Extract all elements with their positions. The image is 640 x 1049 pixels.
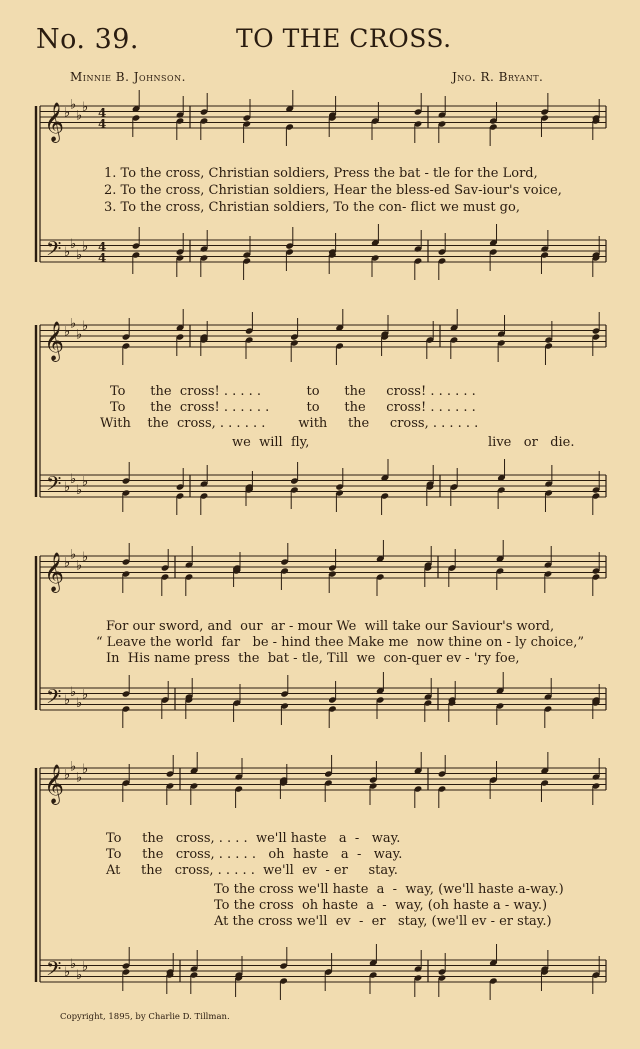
verse-1-line-2: To the cross! . . . . . to the cross! . . . . . .	[110, 384, 476, 399]
refrain-2: To the cross oh haste a - way, (oh haste a - way.)	[214, 898, 548, 913]
refrain-1: To the cross we'll haste a - way, (we'll haste a-way.)	[214, 882, 564, 897]
author-credit: Minnie B. Johnson.	[70, 70, 186, 84]
flat-sign: ♭	[76, 770, 83, 786]
flat-sign: ♭	[76, 327, 83, 343]
flat-sign: ♭	[64, 767, 71, 783]
flat-sign: ♭	[64, 480, 71, 495]
flat-sign: ♭	[76, 482, 83, 498]
bass-clef: 𝄢	[46, 685, 62, 713]
verse-1-line-3: For our sword, and our ar - mour We will take our Saviour's word,	[106, 619, 555, 634]
treble-clef: 𝄞	[44, 321, 65, 361]
flat-sign: ♭	[82, 959, 89, 975]
treble-clef: 𝄞	[44, 552, 65, 592]
verse-3-line-2: With the cross, . . . . . . with the cross, . . . . . .	[100, 416, 479, 431]
verse-2-line-4: To the cross, . . . . . oh haste a - way.	[106, 847, 403, 862]
flat-sign: ♭	[70, 956, 77, 972]
flat-sign: ♭	[64, 693, 71, 708]
time-signature-top: 4	[98, 240, 107, 254]
refrain-3: At the cross we'll ev - er stay, (we'll ev - er stay.)	[214, 914, 552, 929]
flat-sign: ♭	[82, 687, 89, 703]
flat-sign: ♭	[76, 247, 83, 263]
verse-2-line-1: 2. To the cross, Christian soldiers, Hear the bless-ed Sav-iour's voice,	[104, 183, 562, 198]
flat-sign: ♭	[82, 239, 89, 255]
bass-words-2: live or die.	[488, 435, 575, 450]
bass-clef: 𝄢	[46, 472, 62, 500]
verse-2-line-2: To the cross! . . . . . . to the cross! . . . . . .	[110, 400, 476, 415]
flat-sign: ♭	[64, 555, 71, 571]
time-signature-bottom: 4	[98, 117, 107, 131]
flat-sign: ♭	[82, 550, 89, 565]
flat-sign: ♭	[70, 236, 77, 252]
hymn-number: No. 39.	[36, 24, 140, 55]
flat-sign: ♭	[82, 762, 89, 777]
flat-sign: ♭	[70, 316, 77, 332]
bass-clef: 𝄢	[46, 237, 62, 265]
copyright-notice: Copyright, 1895, by Charlie D. Tillman.	[60, 1012, 230, 1022]
verse-3-line-4: At the cross, . . . . . we'll ev - er stay.	[106, 863, 398, 878]
flat-sign: ♭	[64, 965, 71, 980]
flat-sign: ♭	[76, 108, 83, 124]
hymn-title: TO THE CROSS.	[236, 24, 452, 53]
treble-clef: 𝄞	[44, 102, 65, 142]
flat-sign: ♭	[70, 97, 77, 113]
time-signature-bottom: 4	[98, 251, 107, 265]
flat-sign: ♭	[82, 319, 89, 334]
flat-sign: ♭	[64, 105, 71, 121]
bass-clef: 𝄢	[46, 957, 62, 985]
treble-clef: 𝄞	[44, 764, 65, 804]
flat-sign: ♭	[70, 471, 77, 487]
bass-words-1: we will fly,	[232, 435, 310, 450]
flat-sign: ♭	[64, 324, 71, 340]
verse-3-line-1: 3. To the cross, Christian soldiers, To the con- flict we must go,	[104, 200, 520, 215]
verse-3-line-3: In His name press the bat - tle, Till we con-quer ev - 'ry foe,	[106, 651, 520, 666]
verse-2-line-3: “ Leave the world far be - hind thee Make me now thine on - ly choice,”	[96, 635, 585, 650]
time-signature-top: 4	[98, 106, 107, 120]
flat-sign: ♭	[82, 100, 89, 115]
composer-credit: Jno. R. Bryant.	[452, 70, 544, 84]
flat-sign: ♭	[76, 695, 83, 711]
flat-sign: ♭	[70, 547, 77, 563]
verse-1-line-4: To the cross, . . . . we'll haste a - way.	[106, 831, 401, 846]
verse-1-line-1: 1. To the cross, Christian soldiers, Press the bat - tle for the Lord,	[104, 166, 538, 181]
flat-sign: ♭	[76, 558, 83, 574]
flat-sign: ♭	[64, 245, 71, 260]
flat-sign: ♭	[82, 474, 89, 490]
flat-sign: ♭	[70, 684, 77, 700]
flat-sign: ♭	[76, 967, 83, 983]
flat-sign: ♭	[70, 759, 77, 775]
